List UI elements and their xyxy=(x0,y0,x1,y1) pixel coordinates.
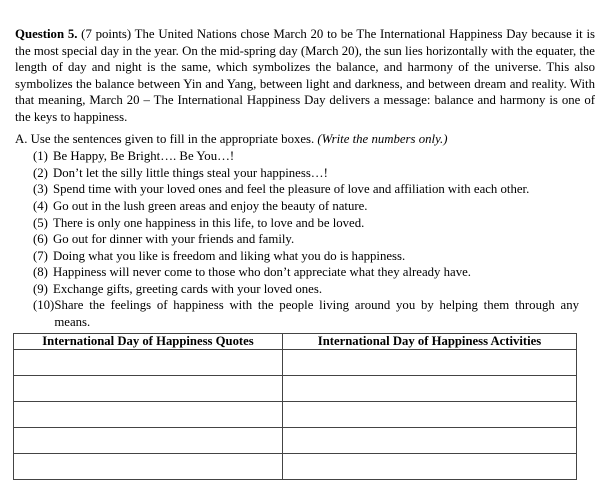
sentence-list xyxy=(33,148,595,330)
activities-column-header: International Day of Happiness Activities xyxy=(283,334,577,350)
instruction-text: A. Use the sentences given to fill in the appropriate boxes. xyxy=(15,131,318,146)
answer-row xyxy=(14,428,577,454)
quotes-answer-cell[interactable] xyxy=(14,350,283,376)
sentence-item xyxy=(33,215,595,232)
item-number: (9) xyxy=(33,281,48,296)
item-text: There is only one happiness in this life, to love and be loved. xyxy=(53,215,365,230)
answer-row xyxy=(14,454,577,480)
item-text: Exchange gifts, greeting cards with your loved ones. xyxy=(53,281,323,296)
answer-row xyxy=(14,376,577,402)
item-number: (7) xyxy=(33,248,48,263)
answer-table-header-row xyxy=(14,334,577,350)
instruction-note: (Write the numbers only.) xyxy=(317,131,448,146)
item-number: (2) xyxy=(33,165,48,180)
section-a-instruction xyxy=(15,131,595,148)
item-text: Happiness will never come to those who don’t appreciate what they already have. xyxy=(53,265,472,280)
item-number: (3) xyxy=(33,182,48,197)
item-text: Be Happy, Be Bright…. Be You…! xyxy=(53,149,235,164)
activities-answer-cell[interactable] xyxy=(283,402,577,428)
item-text: Don’t let the silly little things steal your happiness…! xyxy=(53,165,328,180)
sentence-item xyxy=(33,198,595,215)
item-number: (10) xyxy=(33,298,55,313)
quotes-answer-cell[interactable] xyxy=(14,454,283,480)
sentence-item xyxy=(33,148,595,165)
quotes-answer-cell[interactable] xyxy=(14,428,283,454)
answer-table xyxy=(13,333,577,480)
sentence-item xyxy=(33,297,595,330)
item-number: (5) xyxy=(33,215,48,230)
item-number: (1) xyxy=(33,149,48,164)
sentence-item xyxy=(33,264,595,281)
sentence-item xyxy=(33,165,595,182)
quotes-column-header: International Day of Happiness Quotes xyxy=(14,334,283,350)
sentence-item xyxy=(33,248,595,265)
item-text: Spend time with your loved ones and feel the pleasure of love and affiliation with each other. xyxy=(53,182,530,197)
answer-row xyxy=(14,402,577,428)
quotes-answer-cell[interactable] xyxy=(14,402,283,428)
item-number: (6) xyxy=(33,232,48,247)
item-text: Go out for dinner with your friends and family. xyxy=(53,232,295,247)
item-number: (4) xyxy=(33,198,48,213)
quotes-answer-cell[interactable] xyxy=(14,376,283,402)
answer-row xyxy=(14,350,577,376)
sentence-item xyxy=(33,231,595,248)
question-paragraph xyxy=(15,26,595,125)
activities-answer-cell[interactable] xyxy=(283,454,577,480)
sentence-item xyxy=(33,181,595,198)
sentence-item xyxy=(33,281,595,298)
activities-answer-cell[interactable] xyxy=(283,350,577,376)
item-text: Go out in the lush green areas and enjoy the beauty of nature. xyxy=(53,198,368,213)
activities-answer-cell[interactable] xyxy=(283,376,577,402)
item-text: Doing what you like is freedom and liking what you do is happiness. xyxy=(53,248,406,263)
activities-answer-cell[interactable] xyxy=(283,428,577,454)
question-text: (7 points) The United Nations chose March 20 to be The International Happiness Day because it is the most special day in the year. On the mid-spring day (March 20), the sun lies horizontally with the equater, the length of day and night is the same, which symbolizes the balance, and harmony of the universe. This also symbolizes the balance between Yin and Yang, between light and darkness, and between dream and reality. With that meaning, March 20 – The International Happiness Day delivers a message: balance and harmony is one of the keys to happiness. xyxy=(15,27,595,124)
item-text: Share the feelings of happiness with the people living around you by helping them through any means. xyxy=(54,298,579,329)
item-number: (8) xyxy=(33,265,48,280)
question-number: Question 5. xyxy=(15,27,78,41)
